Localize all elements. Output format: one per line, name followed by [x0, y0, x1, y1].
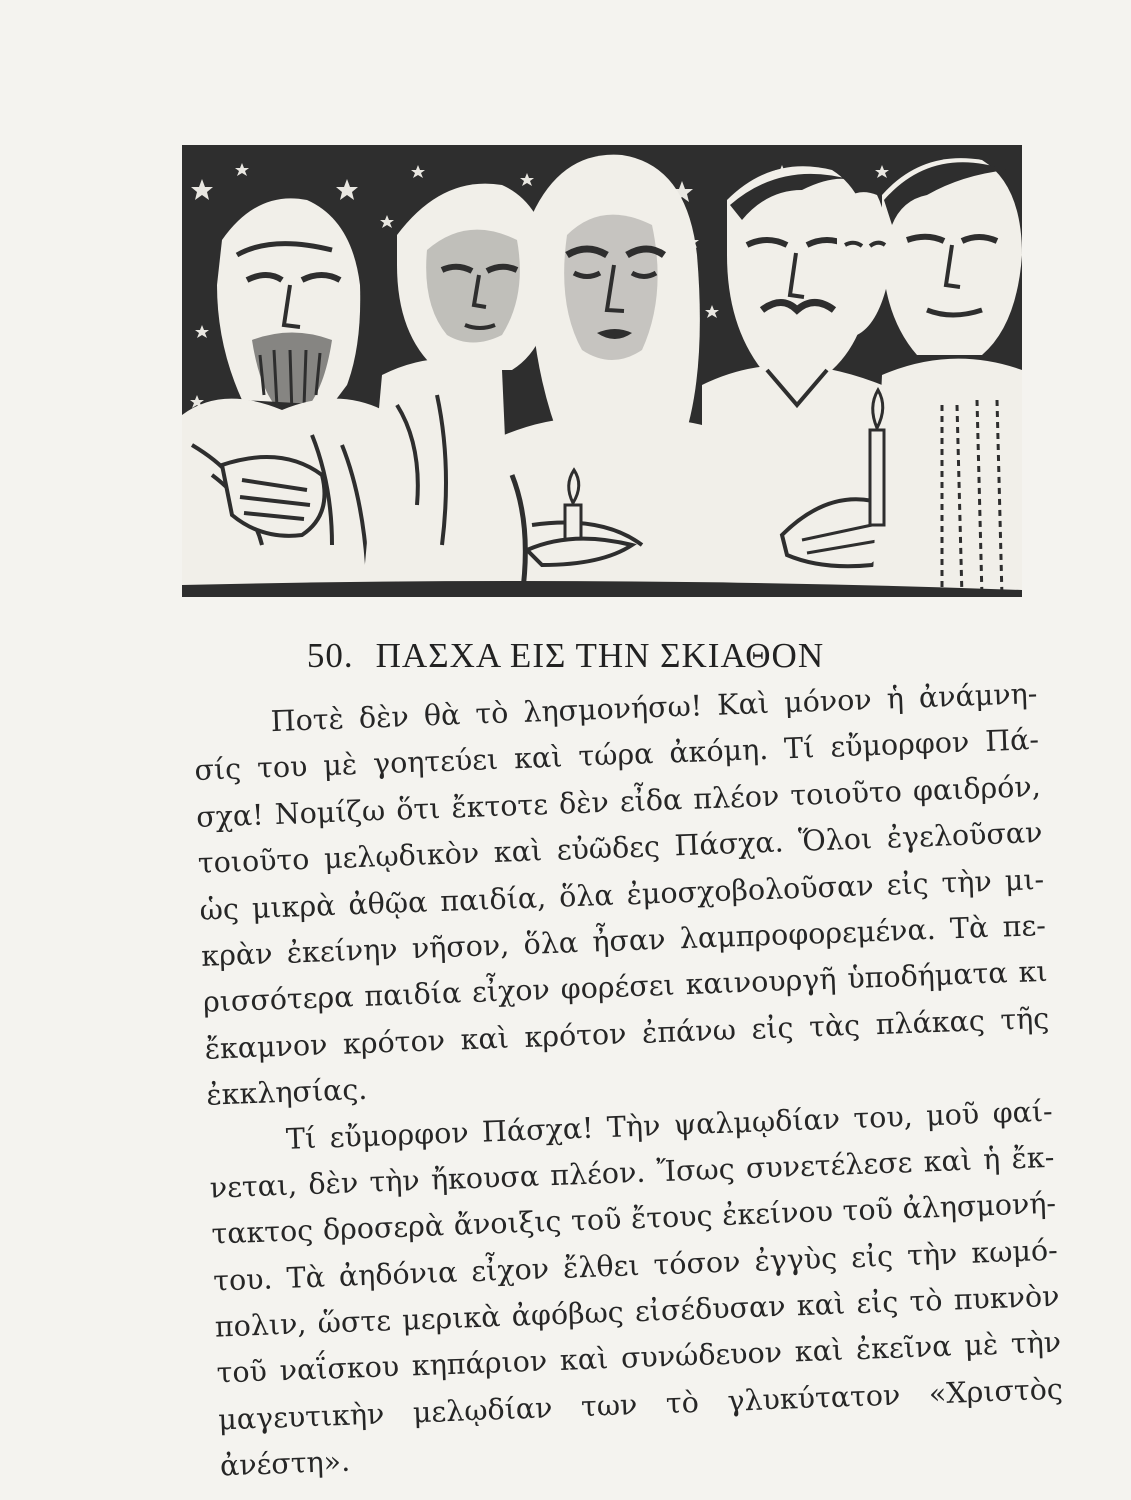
text-line: σίς του μὲ γοητεύει καὶ τώρα ἀκόμη. Τί εὔμορφον Πά- [193, 723, 1040, 788]
text-line: Ποτὲ δὲν θὰ τὸ λησμονήσω! Καὶ μόνον ἡ ἀνάμνη- [270, 677, 1038, 739]
text-line: Τί εὔμορφον Πάσχα! Τὴν ψαλμῳδίαν του, μοῦ φαί- [285, 1094, 1054, 1156]
text-line: σχα! Νομίζω ὅτι ἔκτοτε δὲν εἶδα πλέον τοιοῦτο φαιδρόν, [195, 769, 1042, 834]
text-line: του. Τὰ ἀηδόνια εἶχον ἔλθει τόσον ἐγγὺς εἰς τὴν κωμό- [212, 1233, 1059, 1298]
chapter-number: 50. [306, 636, 354, 675]
text-line: τακτος δροσερὰ ἄνοιξις τοῦ ἔτους ἐκείνου τοῦ ἀλησμονή- [210, 1186, 1057, 1251]
chapter-title-text: ΠΑΣΧΑ ΕΙΣ ΤΗΝ ΣΚΙΑΘΟΝ [375, 636, 825, 675]
young-man-figure [870, 158, 1022, 597]
text-line: τοιοῦτο μελῳδικὸν καὶ εὐῶδες Πάσχα. Ὅλοι ἐγελοῦσαν [197, 816, 1043, 881]
text-line: νεται, δὲν τὴν ἤκουσα πλέον. Ἴσως συνετέλεσε καὶ ἡ ἔκ- [209, 1140, 1055, 1205]
chapter-heading [0, 636, 1131, 676]
paragraph-2 [207, 1088, 1065, 1490]
text-line: μαγευτικὴν μελῳδίαν των τὸ γλυκύτατον «Χριστὸς [217, 1372, 1064, 1437]
text-line: πολιν, ὥστε μερικὰ ἀφόβως εἰσέδυσαν καὶ εἰς τὸ πυκνὸν [214, 1279, 1060, 1344]
text-line: τοῦ ναΐσκου κηπάριον καὶ συνώδευον καὶ ἐκεῖνα μὲ τὴν [216, 1326, 1062, 1391]
text-line: ἔκαμνον κρότον καὶ κρότον ἐπάνω εἰς τὰς πλάκας τῆς [204, 1001, 1050, 1066]
text-line: ρισσότερα παιδία εἶχον φορέσει καινουργῆ ὑποδήματα κι [202, 955, 1049, 1020]
text-line: ὡς μικρὰ ἀθῷα παιδία, ὅλα ἐμοσχοβολοῦσαν εἰς τὴν μι- [199, 862, 1045, 927]
easter-vigil-figures-image [182, 145, 1022, 597]
text-line: ἐκκλησίας. [205, 1072, 368, 1112]
woodcut-illustration [182, 145, 1022, 597]
text-line: κρὰν ἐκείνην νῆσον, ὅλα ἦσαν λαμπροφορεμένα. Τὰ πε- [200, 908, 1047, 973]
body-text [192, 671, 1065, 1490]
text-line: ἀνέστη». [219, 1444, 351, 1483]
paragraph-1 [192, 671, 1052, 1119]
